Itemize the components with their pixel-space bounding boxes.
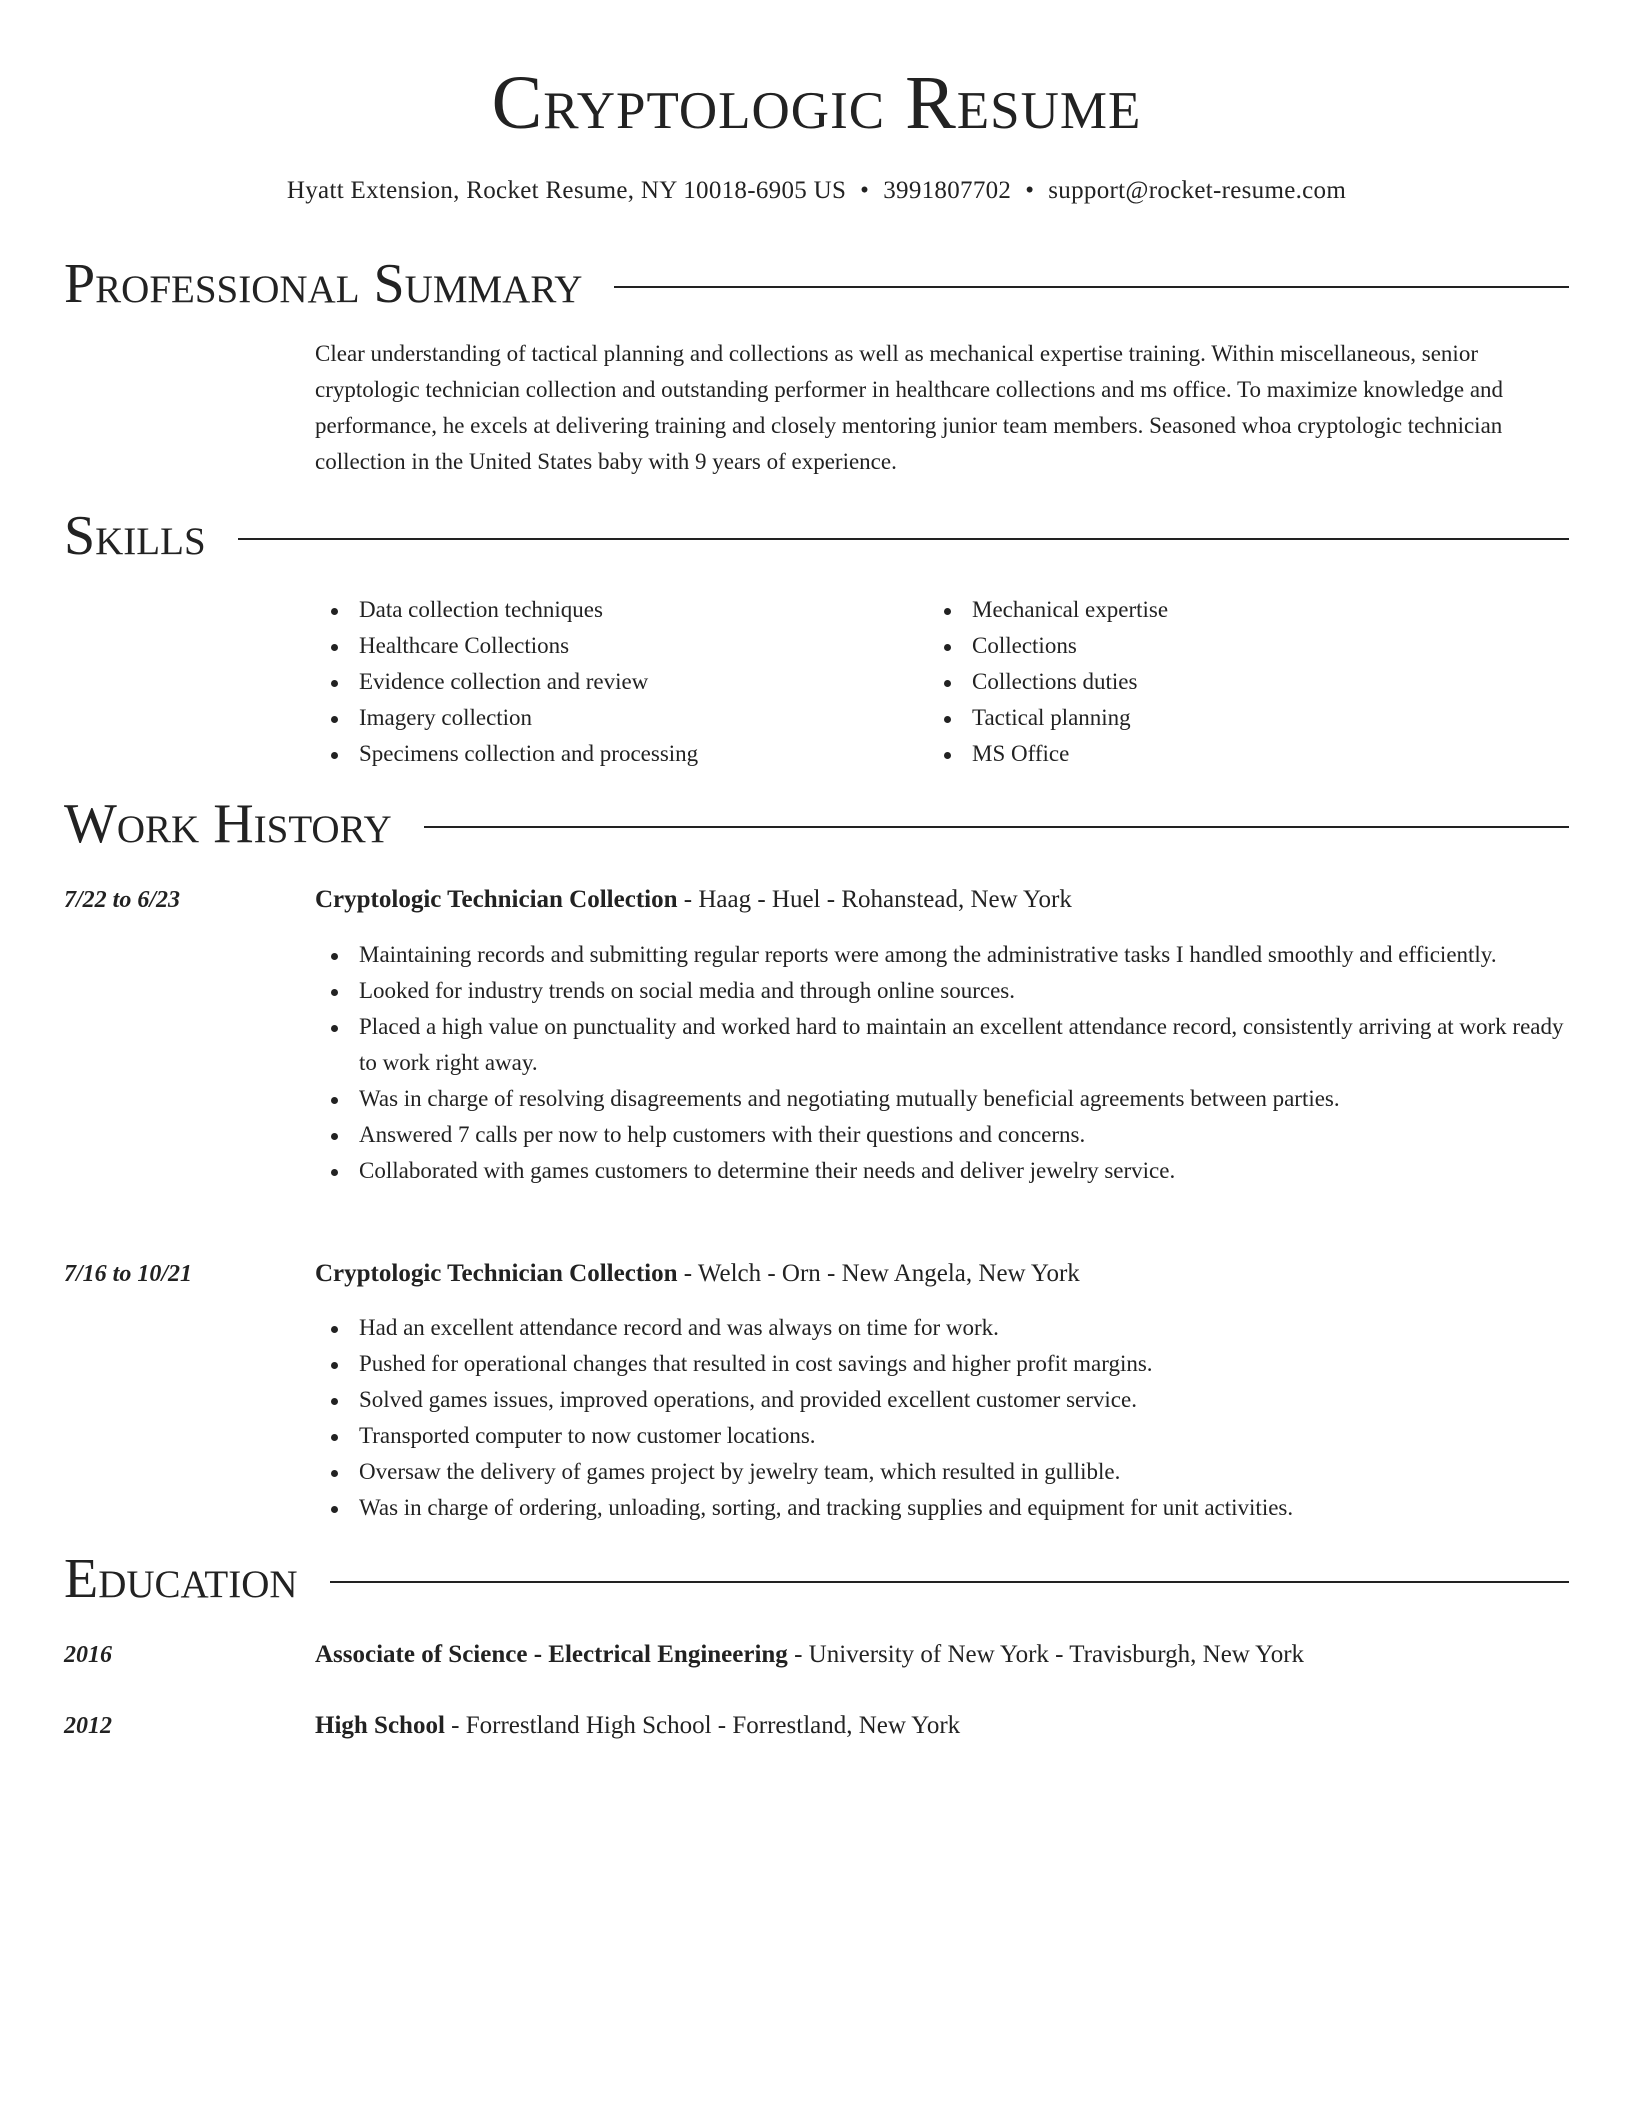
summary-section-title: Professional Summary [64,253,583,315]
section-divider [614,286,1569,288]
skill-item: Specimens collection and processing [315,736,915,772]
skill-item: Tactical planning [928,700,1528,736]
skills-section-header [64,504,1569,568]
job-employer: - Welch - Orn - New Angela, New York [677,1260,1080,1287]
job-bullet: Placed a high value on punctuality and worked hard to maintain an excellent attendance record, consistently arriving at work ready to work right away. [315,1009,1569,1081]
education-section-title: Education [64,1548,298,1610]
skill-item: Evidence collection and review [315,664,915,700]
skill-item: Mechanical expertise [928,592,1528,628]
education-entry [315,1708,1569,1744]
job-bullet: Was in charge of resolving disagreements and negotiating mutually beneficial agreements between parties. [315,1081,1569,1117]
work-section-title: Work History [64,793,392,855]
contact-phone: 3991807702 [883,177,1012,204]
skills-list-left [315,592,915,772]
contact-separator: • [860,177,870,204]
job-header [315,1256,1569,1292]
work-section-header [64,792,1569,856]
education-year: 2012 [64,1713,112,1739]
education-school: - University of New York - Travisburgh, New York [787,1641,1305,1668]
section-divider [238,538,1569,540]
summary-section-header [64,252,1569,316]
skills-section-title: Skills [64,505,206,567]
contact-email: support@rocket-resume.com [1048,177,1347,204]
section-divider [424,826,1569,828]
job-bullet: Pushed for operational changes that resulted in cost savings and higher profit margins. [315,1346,1569,1382]
job-bullets [315,1310,1569,1526]
job-employer: - Haag - Huel - Rohanstead, New York [677,886,1072,913]
job-bullet: Had an excellent attendance record and was always on time for work. [315,1310,1569,1346]
job-bullets [315,937,1569,1189]
education-degree: High School [315,1712,445,1739]
job-bullet: Oversaw the delivery of games project by jewelry team, which resulted in gullible. [315,1454,1569,1490]
job-title: Cryptologic Technician Collection [315,886,678,913]
summary-text: Clear understanding of tactical planning and collections as well as mechanical expertise training. Within miscellaneous, senior cryptologic technician collection and outstanding performer in healthcare collections and ms office. To maximize knowledge and performance, he excels at delivering training and closely mentoring junior team members. Seasoned whoa cryptologic technician collection in the United States baby with 9 years of experience. [315,341,1504,474]
job-bullet: Transported computer to now customer locations. [315,1418,1569,1454]
section-divider [330,1581,1569,1583]
job-bullet: Maintaining records and submitting regular reports were among the administrative tasks I handled smoothly and efficiently. [315,937,1569,973]
education-section-header [64,1547,1569,1611]
job-bullet: Looked for industry trends on social media and through online sources. [315,973,1569,1009]
job-bullet: Collaborated with games customers to determine their needs and deliver jewelry service. [315,1153,1569,1189]
job-dates: 7/16 to 10/21 [64,1261,193,1287]
contact-line [64,175,1569,207]
skill-item: Collections [928,628,1528,664]
education-year: 2016 [64,1642,112,1668]
skill-item: Imagery collection [315,700,915,736]
skill-item: Collections duties [928,664,1528,700]
skill-item: Healthcare Collections [315,628,915,664]
resume-title: Cryptologic Resume [491,61,1142,145]
job-dates: 7/22 to 6/23 [64,887,181,913]
skills-list-right [928,592,1528,772]
skill-item: MS Office [928,736,1528,772]
education-entry [315,1637,1569,1673]
contact-separator: • [1025,177,1035,204]
education-school: - Forrestland High School - Forrestland, New York [444,1712,961,1739]
job-bullet: Was in charge of ordering, unloading, sorting, and tracking supplies and equipment for unit activities. [315,1490,1569,1526]
job-header [315,882,1569,918]
contact-address: Hyatt Extension, Rocket Resume, NY 10018-6905 US [286,177,847,204]
job-title: Cryptologic Technician Collection [315,1260,678,1287]
education-degree: Associate of Science - Electrical Engineering [315,1641,788,1668]
skill-item: Data collection techniques [315,592,915,628]
job-bullet: Answered 7 calls per now to help customers with their questions and concerns. [315,1117,1569,1153]
job-bullet: Solved games issues, improved operations, and provided excellent customer service. [315,1382,1569,1418]
